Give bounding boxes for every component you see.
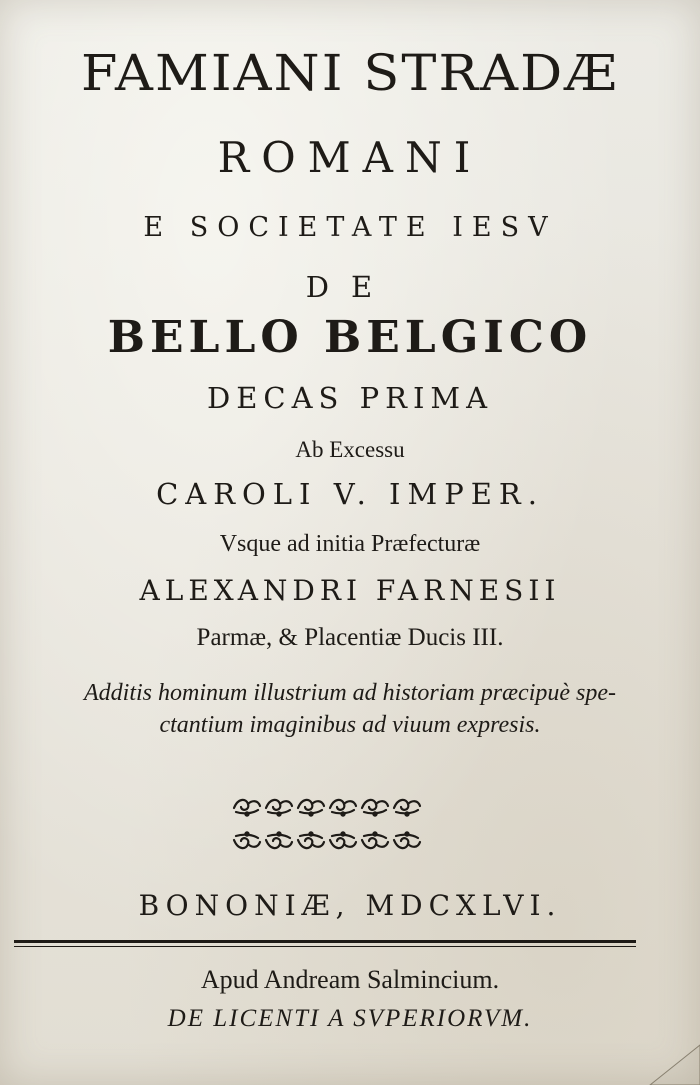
preposition-line: DE	[305, 270, 395, 304]
fleuron-ornament-icon	[232, 792, 426, 860]
until-line: Vsque ad initia Præfecturæ	[219, 531, 481, 557]
page-corner-fold	[640, 1025, 700, 1085]
origin-line: ROMANI	[217, 133, 483, 182]
divider-rule	[14, 940, 636, 943]
order-line: E SOCIETATE IESV	[143, 212, 557, 243]
from-line: Ab Excessu	[295, 437, 405, 462]
emperor-line: CAROLI V. IMPER.	[156, 477, 544, 511]
illustrations-line-2: ctantium imaginibus ad viuum expresis.	[159, 712, 541, 738]
license-line: DE LICENTI A SVPERIORVM.	[167, 1005, 533, 1032]
illustrations-line-1: Additis hominum illustrium ad historiam præcipuè spe-	[83, 680, 616, 706]
divider-rule-thin	[14, 946, 636, 947]
decade-line: DECAS PRIMA	[206, 381, 494, 415]
author-line: FAMIANI STRADÆ	[80, 44, 620, 102]
duke-line: Parmæ, & Placentiæ Ducis III.	[196, 624, 504, 651]
printer-line: Apud Andream Salmincium.	[200, 965, 500, 994]
work-title: BELLO BELGICO	[107, 312, 593, 363]
imprint-line: BONONIÆ, MDCXLVI.	[138, 889, 562, 922]
governor-line: ALEXANDRI FARNESII	[139, 574, 561, 607]
